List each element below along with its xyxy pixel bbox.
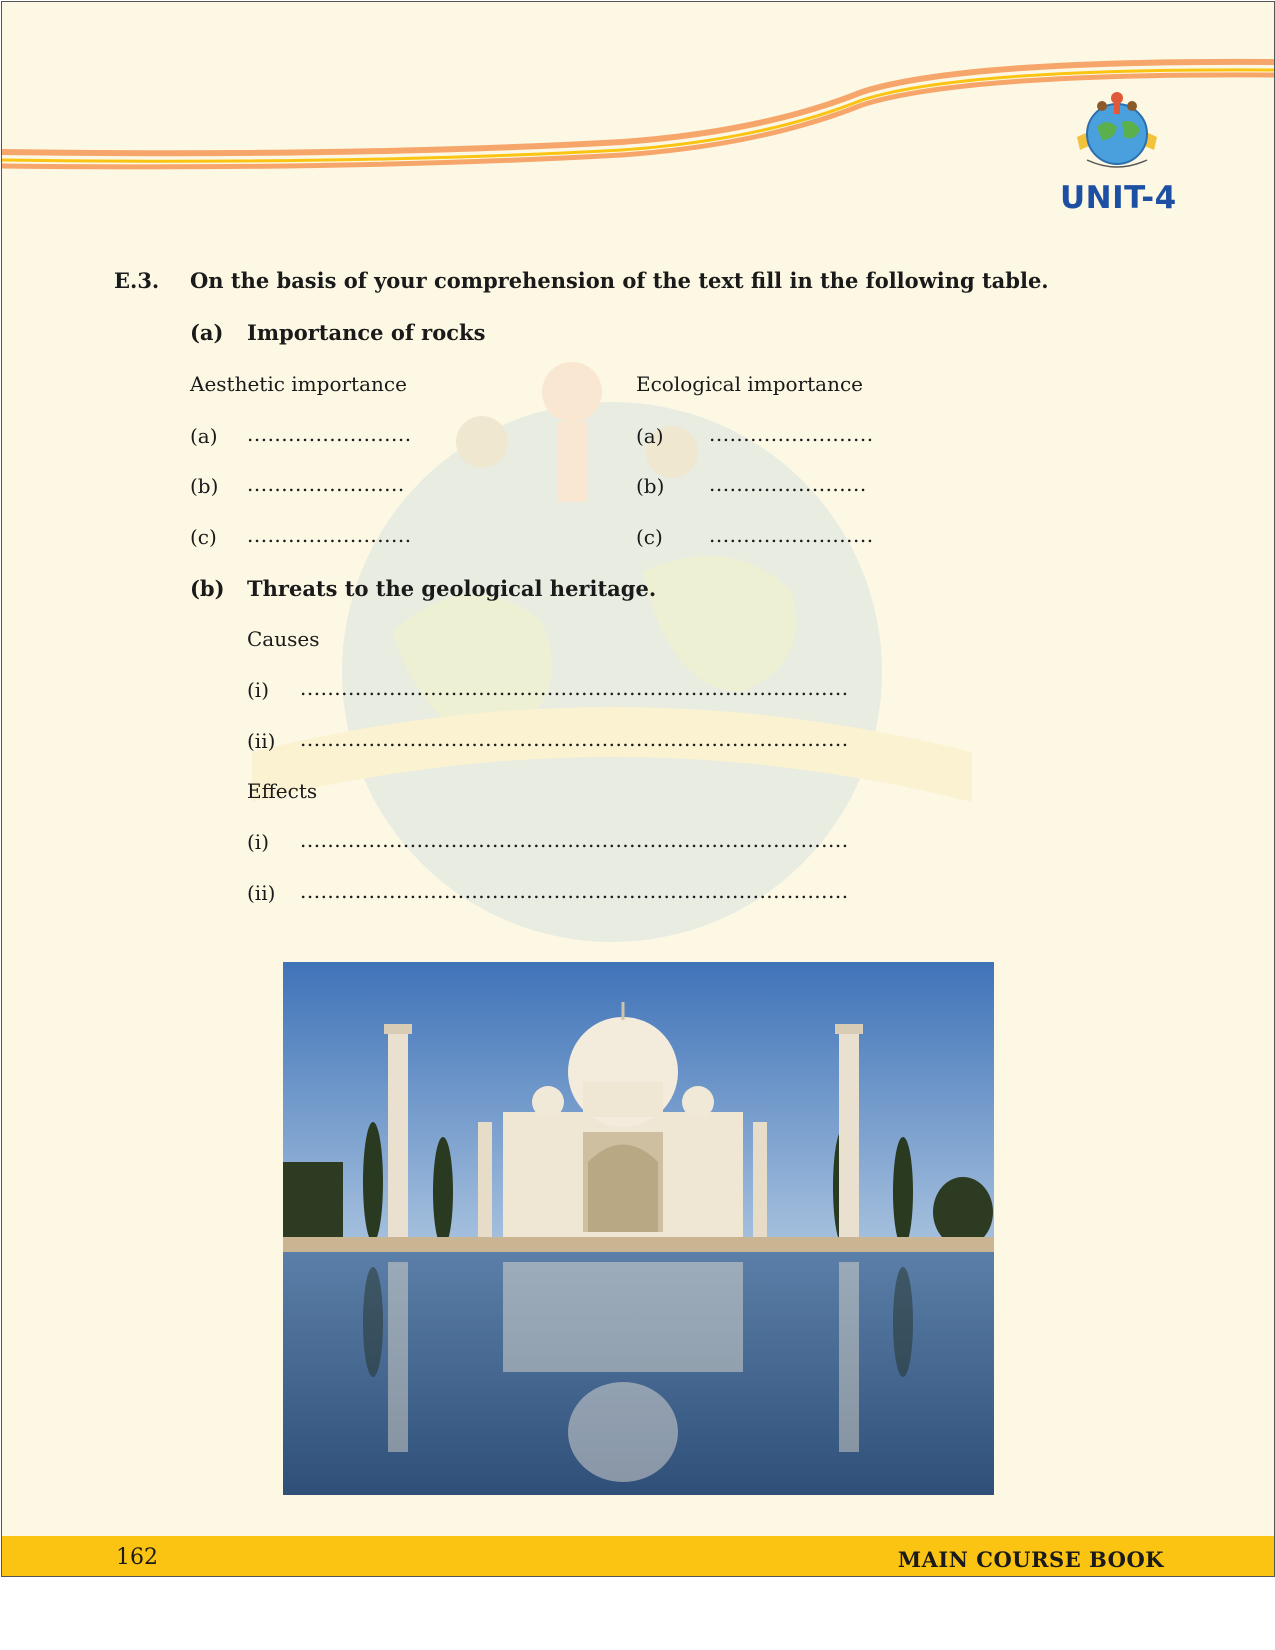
- causes-heading: Causes: [247, 627, 320, 651]
- cause-item-marker: (ii): [247, 729, 276, 753]
- exercise-instruction: On the basis of your comprehension of the text fill in the following table.: [190, 268, 1049, 293]
- effect-item-marker: (ii): [247, 881, 276, 905]
- globe-children-logo-icon: [1072, 82, 1162, 177]
- ecological-answer-blank[interactable]: .......................: [709, 472, 867, 496]
- part-a-marker: (a): [190, 320, 224, 345]
- aesthetic-answer-blank[interactable]: .......................: [247, 472, 405, 496]
- aesthetic-heading: Aesthetic importance: [190, 372, 407, 396]
- ecological-answer-blank[interactable]: ........................: [709, 523, 874, 547]
- ecological-item-marker: (a): [636, 424, 664, 448]
- aesthetic-answer-blank[interactable]: ........................: [247, 422, 412, 446]
- cause-item-marker: (i): [247, 678, 270, 702]
- ecological-heading: Ecological importance: [636, 372, 864, 396]
- aesthetic-item-marker: (a): [190, 424, 218, 448]
- effect-answer-blank[interactable]: ................................................................................: [300, 828, 849, 852]
- page: [1, 1, 1275, 1577]
- unit-label: UNIT-4: [1060, 180, 1177, 216]
- part-b-marker: (b): [190, 576, 225, 601]
- cause-answer-blank[interactable]: ................................................................................: [300, 727, 849, 751]
- cause-answer-blank[interactable]: ................................................................................: [300, 676, 849, 700]
- taj-mahal-photo: [283, 962, 994, 1495]
- aesthetic-item-marker: (c): [190, 525, 217, 549]
- part-b-title: Threats to the geological heritage.: [247, 576, 657, 601]
- aesthetic-item-marker: (b): [190, 474, 219, 498]
- effects-heading: Effects: [247, 779, 318, 803]
- page-number: 162: [116, 1545, 158, 1570]
- aesthetic-answer-blank[interactable]: ........................: [247, 523, 412, 547]
- book-title: MAIN COURSE BOOK: [897, 1547, 1164, 1572]
- ecological-item-marker: (b): [636, 474, 665, 498]
- effect-answer-blank[interactable]: ................................................................................: [300, 879, 849, 903]
- effect-item-marker: (i): [247, 830, 270, 854]
- part-a-title: Importance of rocks: [247, 320, 486, 345]
- ecological-item-marker: (c): [636, 525, 663, 549]
- exercise-number: E.3.: [114, 268, 160, 293]
- ecological-answer-blank[interactable]: ........................: [709, 422, 874, 446]
